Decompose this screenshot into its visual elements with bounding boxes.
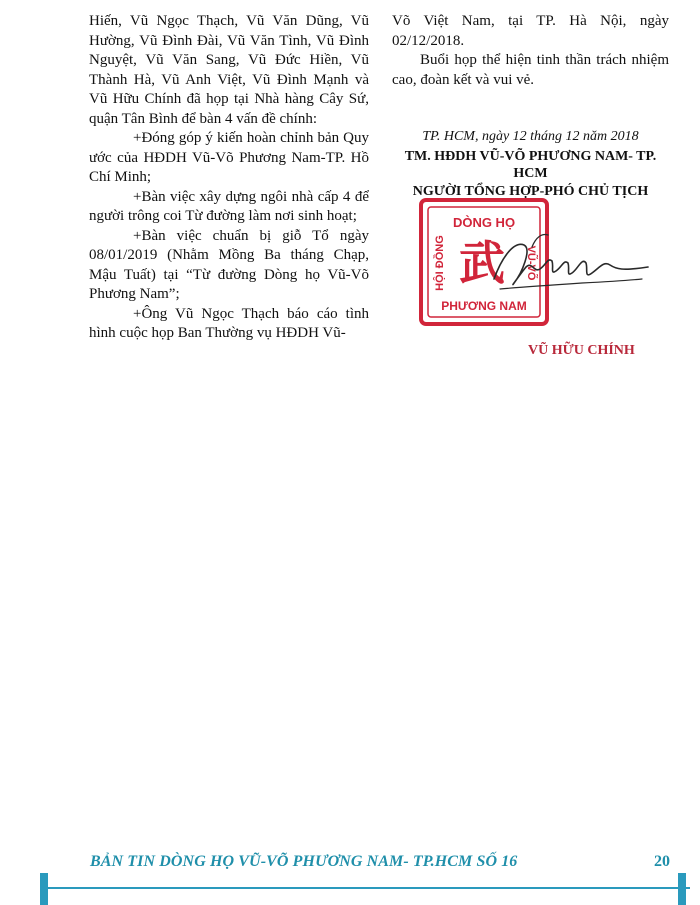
paragraph-item-1: +Đóng góp ý kiến hoàn chỉnh bản Quy ước của HĐDH Vũ-Võ Phương Nam-TP. Hồ Chí Minh; <box>89 130 369 185</box>
footer-title: BẢN TIN DÒNG HỌ VŨ-VÕ PHƯƠNG NAM- TP.HCM SỐ 16 <box>90 853 518 870</box>
footer-tab-right <box>678 873 686 905</box>
footer-rule <box>42 887 690 889</box>
signature-date: TP. HCM, ngày 12 tháng 12 năm 2018 <box>422 129 639 144</box>
stamp-bottom-text: PHƯƠNG NAM <box>441 299 527 313</box>
footer-tab-left <box>40 873 48 905</box>
paragraph-attendees: Hiến, Vũ Ngọc Thạch, Vũ Văn Dũng, Vũ Hường, Vũ Đình Đài, Vũ Văn Tình, Vũ Đình Nguyệt, Vũ Văn Sang, Vũ Đức Hiền, Vũ Thành Hà, Vũ Anh Việt, Vũ Đình Mạnh và Vũ Hữu Chính đã họp tại Nhà hàng Cây Sứ, quận Tân Bình để bàn 4 vấn đề chính: <box>89 13 369 127</box>
left-column <box>89 12 369 344</box>
stamp-center-glyph: 武 <box>459 236 505 290</box>
stamp-right-text: VŨ-VÕ <box>525 245 537 281</box>
handwritten-signature <box>492 227 652 307</box>
signer-name: VŨ HỮU CHÍNH <box>528 343 635 358</box>
paragraph-closing: Buổi họp thể hiện tinh thần trách nhiệm cao, đoàn kết và vui vẻ. <box>392 52 669 88</box>
stamp-left-text: HỘI ĐỒNG <box>434 235 446 291</box>
paragraph-item-4: +Ông Vũ Ngọc Thạch báo cáo tình hình cuộc họp Ban Thường vụ HĐDH Vũ- <box>89 305 369 341</box>
stamp-top-text: DÒNG HỌ <box>452 215 516 230</box>
paragraph-item-3: +Bàn việc chuẩn bị giỗ Tổ ngày 08/01/2019 (Nhằm Mồng Ba tháng Chạp, Mậu Tuất) tại “Từ đường Dòng họ Vũ-Võ Phương Nam”; <box>89 227 369 302</box>
signature-block <box>392 128 669 200</box>
signature-organization: TM. HĐDH VŨ-VÕ PHƯƠNG NAM- TP. HCM <box>404 148 657 181</box>
right-column <box>392 12 669 90</box>
paragraph-continuation: Võ Việt Nam, tại TP. Hà Nội, ngày 02/12/2018. <box>392 13 669 49</box>
page-number: 20 <box>654 853 670 870</box>
signature-role: NGƯỜI TỔNG HỢP-PHÓ CHỦ TỊCH <box>412 183 649 199</box>
paragraph-item-2: +Bàn việc xây dựng ngôi nhà cấp 4 để người trông coi Từ đường làm nơi sinh hoạt; <box>89 188 369 224</box>
